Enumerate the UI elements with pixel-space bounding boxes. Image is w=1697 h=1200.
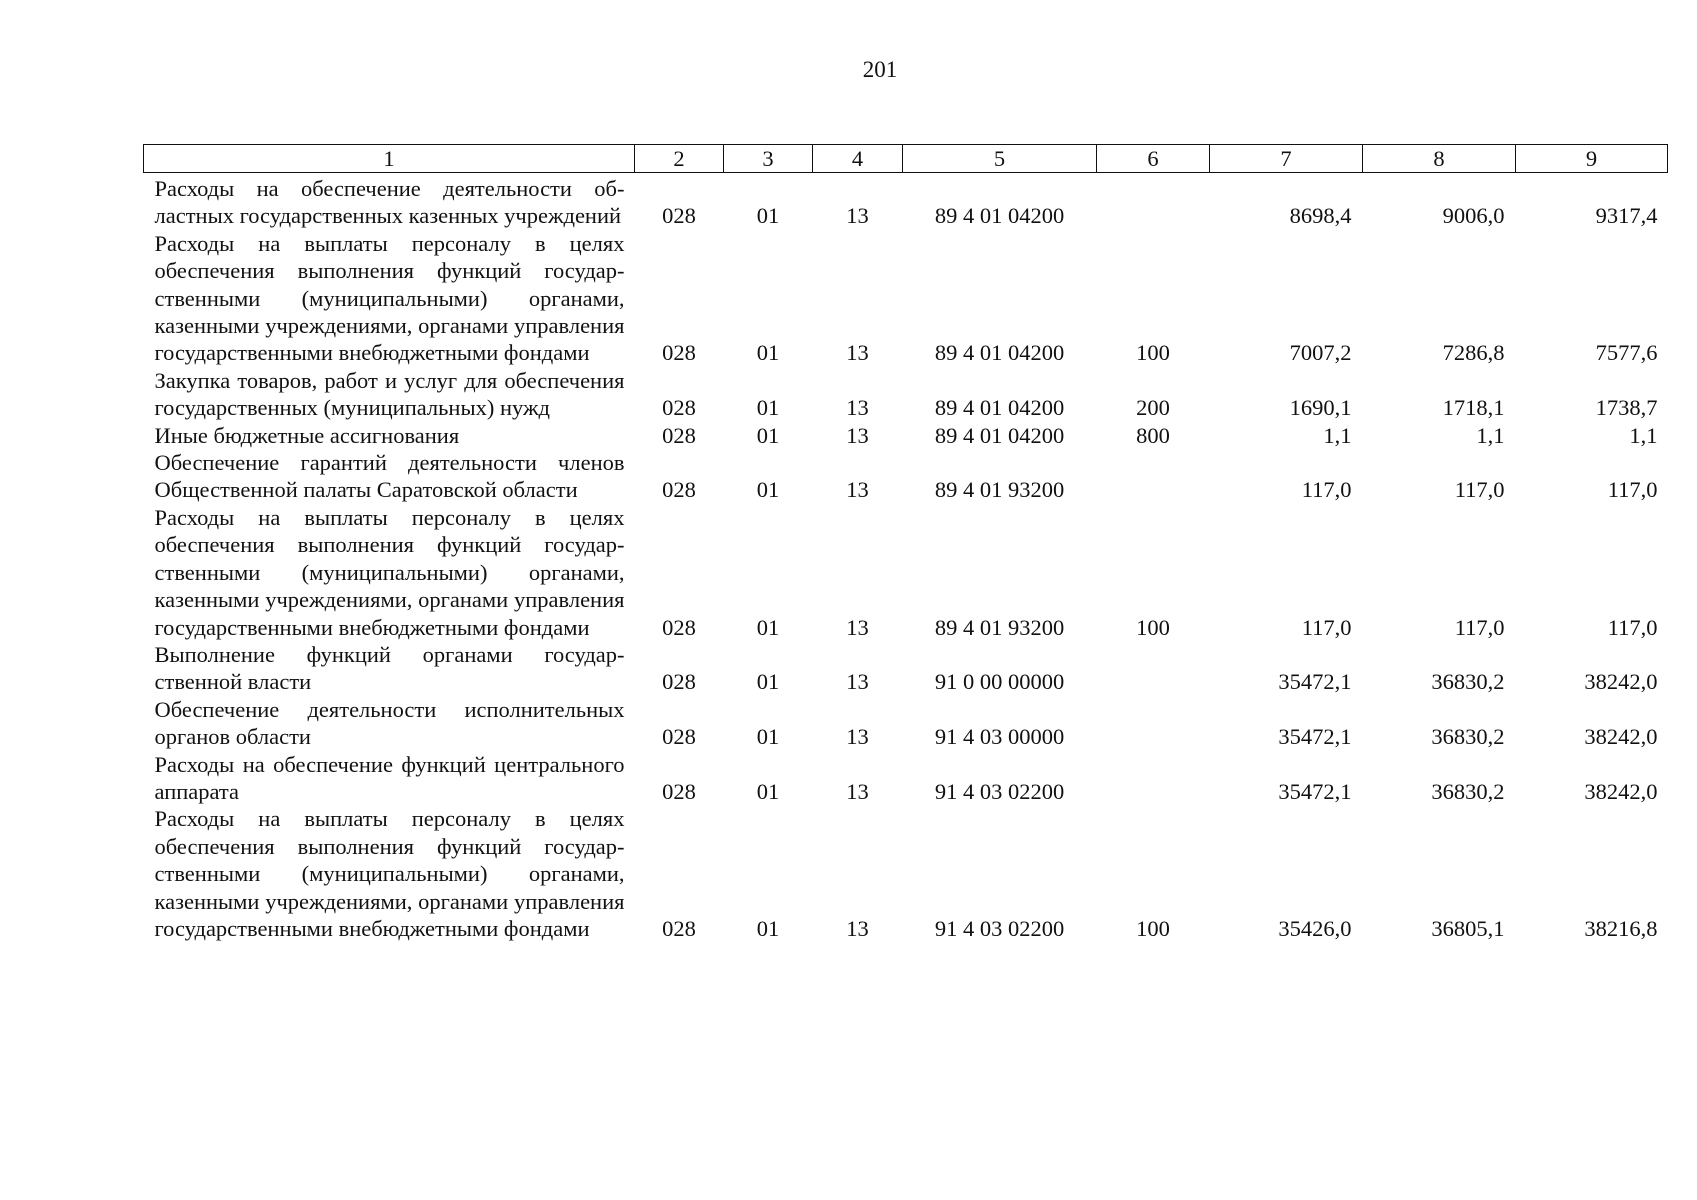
row-col-2-cell: 028 — [662, 669, 696, 695]
row-col-2-cell: 028 — [662, 203, 696, 229]
row-col-3-cell: 01 — [756, 614, 780, 640]
row-col-6-cell: 200 — [1136, 395, 1170, 421]
row-col-7-cell: 8698,4 — [1289, 203, 1352, 229]
row-col-7-cell: 117,0 — [1301, 614, 1352, 640]
row-col-8-cell: 7286,8 — [1442, 340, 1505, 366]
row-col-3-cell: 01 — [756, 422, 780, 448]
table-row — [144, 173, 1668, 230]
row-col-4-cell: 13 — [846, 203, 869, 229]
row-col-7-cell: 1,1 — [1323, 422, 1352, 448]
row-name-cell: Обеспечение гарантий деятельности членов Общественной палаты Саратовской области — [154, 450, 625, 503]
table-row — [144, 696, 1668, 751]
row-col-9-cell: 9317,4 — [1595, 203, 1658, 229]
table-body — [144, 173, 1668, 943]
row-col-9-cell: 38216,8 — [1584, 915, 1658, 941]
row-name-cell: Выполнение функций органами государственной власти — [154, 641, 625, 695]
row-col-3-cell: 01 — [756, 724, 780, 750]
row-name-cell: Расходы на обеспечение функций центрального аппарата — [154, 751, 625, 804]
row-col-9-cell: 38242,0 — [1584, 724, 1658, 750]
table-row — [144, 422, 1668, 449]
row-col-5-cell: 89 4 01 04200 — [934, 340, 1065, 366]
row-name-cell: Закупка товаров, работ и услуг для обеспечения государственных (муниципальных) нужд — [154, 367, 625, 421]
row-col-5-cell: 91 0 00 00000 — [934, 669, 1065, 695]
row-col-2-cell: 028 — [662, 724, 696, 750]
row-col-2-cell: 028 — [662, 778, 696, 804]
row-col-7-cell: 35472,1 — [1278, 669, 1352, 695]
row-col-7-cell: 1690,1 — [1289, 395, 1352, 421]
table-row — [144, 449, 1668, 504]
row-col-2-cell: 028 — [662, 422, 696, 448]
table-row — [144, 641, 1668, 696]
row-col-8-cell: 117,0 — [1454, 477, 1505, 503]
row-col-6-cell: 800 — [1136, 422, 1170, 448]
row-col-8-cell: 1,1 — [1476, 422, 1505, 448]
row-col-9-cell: 38242,0 — [1584, 669, 1658, 695]
row-col-6-cell: 100 — [1136, 340, 1170, 366]
row-col-3-cell: 01 — [756, 395, 780, 421]
row-col-9-cell: 7577,6 — [1595, 340, 1658, 366]
row-col-6-cell — [1097, 696, 1210, 751]
row-col-4-cell: 13 — [846, 395, 869, 421]
row-col-4-cell: 13 — [846, 669, 869, 695]
header-col-1: 1 — [144, 145, 635, 173]
header-col-7: 7 — [1210, 145, 1363, 173]
row-col-6-cell — [1097, 173, 1210, 230]
row-col-2-cell: 028 — [662, 915, 696, 941]
table-row — [144, 504, 1668, 641]
row-col-5-cell: 91 4 03 02200 — [934, 778, 1065, 804]
row-col-8-cell: 36830,2 — [1431, 669, 1505, 695]
row-col-7-cell: 7007,2 — [1289, 340, 1352, 366]
row-col-9-cell: 117,0 — [1607, 614, 1658, 640]
row-col-5-cell: 89 4 01 93200 — [934, 614, 1065, 640]
row-col-3-cell: 01 — [756, 778, 780, 804]
row-col-4-cell: 13 — [846, 778, 869, 804]
header-row — [144, 145, 1668, 173]
row-col-8-cell: 117,0 — [1454, 614, 1505, 640]
budget-table — [143, 144, 1668, 942]
row-col-2-cell: 028 — [662, 477, 696, 503]
row-col-6-cell — [1097, 641, 1210, 696]
row-name-cell: Расходы на выплаты персоналу в целях обеспечения выполнения функций государственными (муниципальными) органами, казенными учреждениями, органами управления государственными внебюджетными фондами — [154, 806, 625, 941]
row-col-8-cell: 36830,2 — [1431, 724, 1505, 750]
row-col-5-cell: 89 4 01 04200 — [934, 395, 1065, 421]
row-col-3-cell: 01 — [756, 669, 780, 695]
row-col-5-cell: 89 4 01 04200 — [934, 203, 1065, 229]
row-name-cell: Расходы на выплаты персоналу в целях обеспечения выполнения функций государственными (муниципальными) органами, казенными учреждениями, органами управления государственными внебюджетными фондами — [154, 230, 625, 366]
row-col-9-cell: 1738,7 — [1595, 395, 1658, 421]
row-col-5-cell: 89 4 01 04200 — [934, 422, 1065, 448]
row-col-2-cell: 028 — [662, 395, 696, 421]
header-col-3: 3 — [724, 145, 813, 173]
row-col-4-cell: 13 — [846, 477, 869, 503]
row-col-5-cell: 89 4 01 93200 — [934, 477, 1065, 503]
row-col-3-cell: 01 — [756, 203, 780, 229]
table-header — [144, 145, 1668, 173]
table-row — [144, 751, 1668, 806]
header-col-6: 6 — [1097, 145, 1210, 173]
row-col-8-cell: 36830,2 — [1431, 778, 1505, 804]
row-col-4-cell: 13 — [846, 614, 869, 640]
table-row — [144, 367, 1668, 422]
row-name-cell: Обеспечение деятельности исполнительных органов области — [154, 696, 625, 750]
row-name-cell: Расходы на выплаты персоналу в целях обеспечения выполнения функций государственными (муниципальными) органами, казенными учреждениями, органами управления государственными внебюджетными фондами — [154, 504, 625, 640]
row-col-2-cell: 028 — [662, 340, 696, 366]
row-name-cell: Иные бюджетные ассигнования — [154, 422, 460, 448]
header-col-4: 4 — [813, 145, 903, 173]
row-col-8-cell: 36805,1 — [1431, 915, 1505, 941]
header-col-2: 2 — [635, 145, 724, 173]
row-col-3-cell: 01 — [756, 340, 780, 366]
row-col-6-cell — [1097, 449, 1210, 504]
row-col-3-cell: 01 — [756, 477, 780, 503]
row-col-5-cell: 91 4 03 00000 — [934, 724, 1065, 750]
row-name-cell: Расходы на обеспечение деятельности областных государственных казенных учреждений — [154, 176, 625, 229]
row-col-9-cell: 117,0 — [1607, 477, 1658, 503]
row-col-7-cell: 35426,0 — [1278, 915, 1352, 941]
header-col-9: 9 — [1516, 145, 1668, 173]
row-col-6-cell: 100 — [1136, 614, 1170, 640]
row-col-8-cell: 9006,0 — [1442, 203, 1505, 229]
row-col-7-cell: 117,0 — [1301, 477, 1352, 503]
row-col-9-cell: 1,1 — [1629, 422, 1658, 448]
page-number: 201 — [862, 57, 898, 82]
row-col-4-cell: 13 — [846, 340, 869, 366]
header-col-8: 8 — [1363, 145, 1516, 173]
row-col-3-cell: 01 — [756, 915, 780, 941]
row-col-6-cell: 100 — [1136, 915, 1170, 941]
row-col-4-cell: 13 — [846, 915, 869, 941]
row-col-7-cell: 35472,1 — [1278, 778, 1352, 804]
row-col-7-cell: 35472,1 — [1278, 724, 1352, 750]
row-col-8-cell: 1718,1 — [1442, 395, 1505, 421]
row-col-4-cell: 13 — [846, 422, 869, 448]
row-col-9-cell: 38242,0 — [1584, 778, 1658, 804]
row-col-5-cell: 91 4 03 02200 — [934, 915, 1065, 941]
row-col-6-cell — [1097, 751, 1210, 806]
table-row — [144, 230, 1668, 367]
row-col-2-cell: 028 — [662, 614, 696, 640]
row-col-4-cell: 13 — [846, 724, 869, 750]
table-row — [144, 805, 1668, 942]
header-col-5: 5 — [903, 145, 1097, 173]
